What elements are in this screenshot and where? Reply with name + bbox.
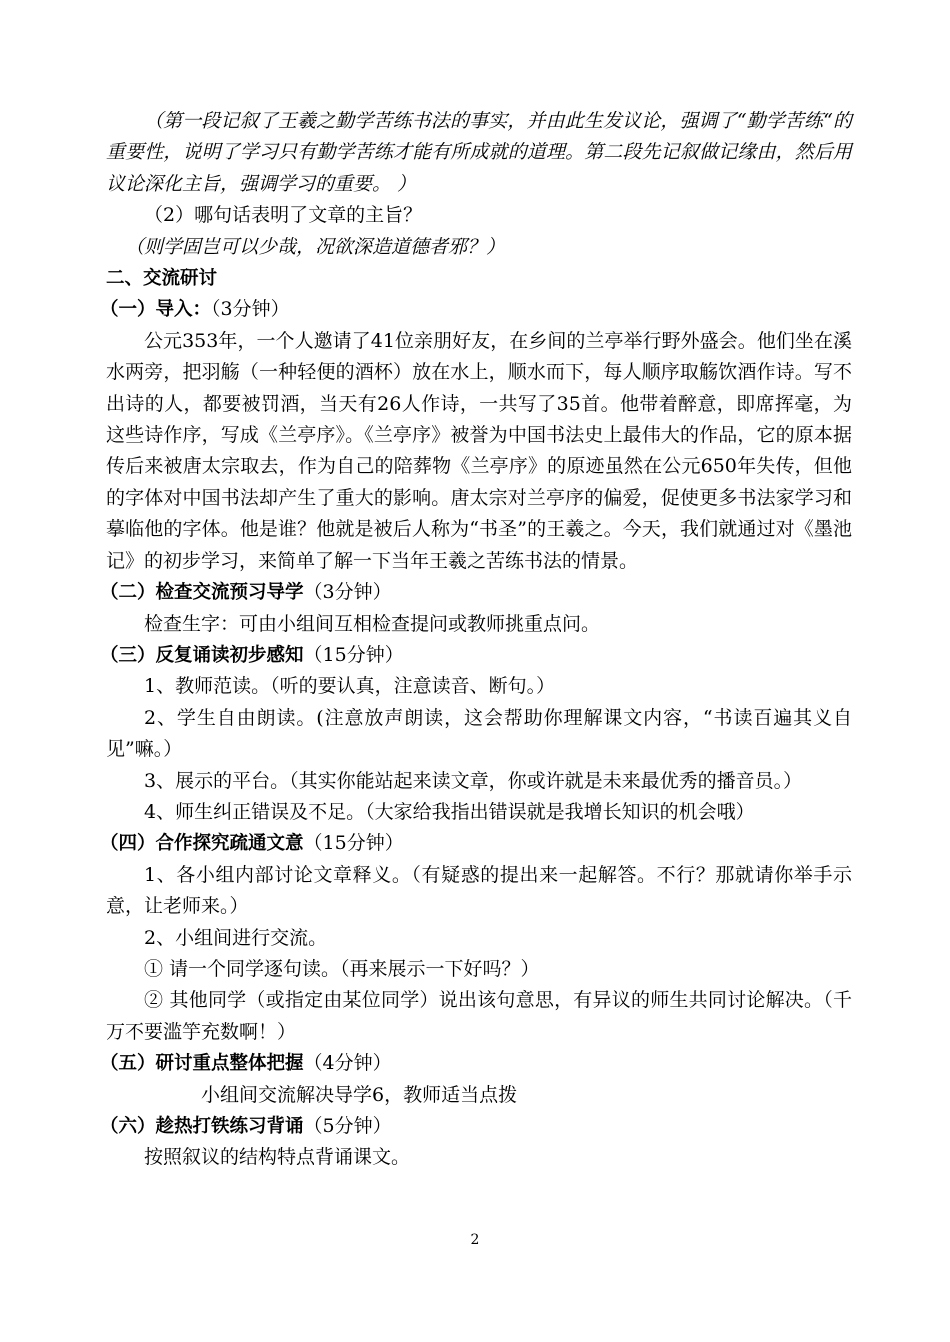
list-item: 3、展示的平台。（其实你能站起来读文章，你或许就是未来最优秀的播音员。） bbox=[144, 769, 803, 792]
time-label: （15分钟） bbox=[303, 832, 404, 855]
list-item: 4、师生纠正错误及不足。（大家给我指出错误就是我增长知识的机会哦） bbox=[144, 800, 755, 823]
time-label: （3分钟） bbox=[211, 298, 290, 321]
list-item: 2、小组间进行交流。 bbox=[144, 926, 328, 949]
time-label: （3分钟） bbox=[303, 581, 392, 604]
answer-2: （则学固岂可以少哉，况欲深造道德者邪？） bbox=[125, 235, 506, 258]
section-heading-exchange: 二、交流研讨 bbox=[106, 268, 218, 290]
list-item: 2、学生自由朗读。(注意放声朗读，这会帮助你理解课文内容，“书读百遍其义自见”嘛。） bbox=[106, 706, 852, 761]
subheading-cooperation: （四）合作探究疏通文意（15分钟） bbox=[100, 832, 404, 855]
paragraph-intro: 公元353年，一个人邀请了41位亲朋好友，在乡间的兰亭举行野外盛会。他们坐在溪水两旁，把羽觞（一种轻便的酒杯）放在水上，顺水而下，每人顺序取觞饮酒作诗。写不出诗的人，都要被罚酒，当天有26人作诗，一共写了35首。他带着醉意，即席挥毫，为这些诗作序，写成《兰亭序》。《兰亭序》被誉为中国书法史上最伟大的作品，它的原本据传后来被唐太宗取去，作为自己的陪葬物《兰亭序》的原迹虽然在公元650年失传，但他的字体对中国书法却产生了重大的影响。唐太宗对兰亭序的偏爱，促使更多书法家学习和摹临他的字体。他是谁？他就是被后人称为“书圣”的王羲之。今天，我们就通过对《墨池记》的初步学习，来简单了解一下当年王羲之苦练书法的情景。 bbox=[106, 329, 852, 572]
paragraph-key-points: 小组间交流解决导学6，教师适当点拨 bbox=[201, 1083, 518, 1106]
subheading-key-points: （五）研讨重点整体把握（4分钟） bbox=[100, 1052, 392, 1075]
question-2: （2）哪句话表明了文章的主旨？ bbox=[144, 204, 423, 227]
subheading-intro: （一）导入：（3分钟） bbox=[100, 298, 290, 321]
paragraph-summary: （第一段记叙了王羲之勤学苦练书法的事实，并由此生发议论，强调了“勤学苦练“的重要性，说明了学习只有勤学苦练才能有所成就的道理。第二段先记叙做记缘由，然后用议论深化主旨，强调学习的重要。 ） bbox=[106, 110, 852, 195]
list-item: 1、各小组内部讨论文章释义。（有疑惑的提出来一起解答。不行？那就请你举手示意，让老师来。） bbox=[106, 863, 852, 918]
time-label: （15分钟） bbox=[303, 643, 404, 666]
page-number: 2 bbox=[470, 1232, 480, 1248]
paragraph-recitation: 按照叙议的结构特点背诵课文。 bbox=[144, 1146, 411, 1169]
subheading-recitation: （六）趁热打铁练习背诵（5分钟） bbox=[100, 1115, 392, 1137]
paragraph-check-words: 检查生字：可由小组间互相检查提问或教师挑重点问。 bbox=[144, 612, 601, 635]
time-label: （4分钟） bbox=[303, 1052, 392, 1075]
subheading-check-preview: （二）检查交流预习导学（3分钟） bbox=[100, 581, 392, 604]
document-page bbox=[100, 106, 852, 1174]
list-item: ② 其他同学（或指定由某位同学）说出该句意思，有异议的师生共同讨论解决。（千万不要滥竽充数啊！） bbox=[106, 989, 852, 1043]
list-item: 1、教师范读。（听的要认真，注意读音、断句。） bbox=[144, 675, 556, 698]
time-label: （5分钟） bbox=[303, 1115, 392, 1137]
list-item: ① 请一个同学逐句读。（再来展示一下好吗？） bbox=[144, 957, 540, 980]
subheading-reading: （三）反复诵读初步感知（15分钟） bbox=[100, 643, 404, 666]
